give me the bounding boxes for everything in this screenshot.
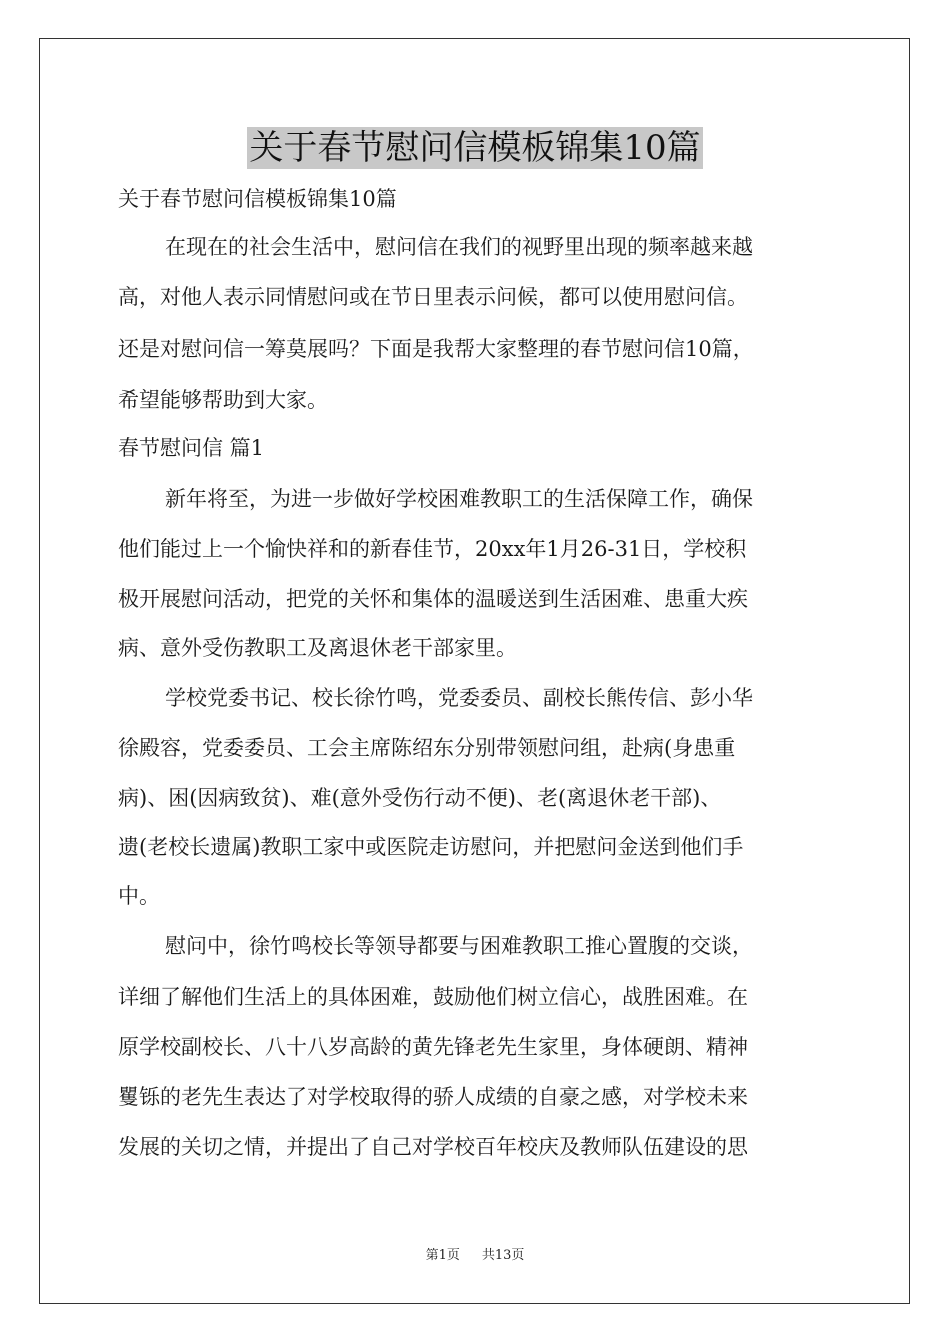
body-line: 希望能够帮助到大家。 [118, 388, 328, 412]
body-line: 慰问中，徐竹鸣校长等领导都要与困难教职工推心置腹的交谈， [165, 934, 753, 958]
body-line: 原学校副校长、八十八岁高龄的黄先锋老先生家里，身体硬朗、精神 [118, 1035, 748, 1059]
body-line: 高，对他人表示同情慰问或在节日里表示问候，都可以使用慰问信。 [118, 285, 748, 309]
body-line: 详细了解他们生活上的具体困难，鼓励他们树立信心，战胜困难。在 [118, 985, 748, 1009]
body-line: 学校党委书记、校长徐竹鸣，党委委员、副校长熊传信、彭小华 [165, 686, 753, 710]
body-line: 徐殿容，党委委员、工会主席陈绍东分别带领慰问组，赴病(身患重 [118, 736, 736, 760]
body-line: 发展的关切之情，并提出了自己对学校百年校庆及教师队伍建设的思 [118, 1135, 748, 1159]
page-number: 第1页 [425, 1248, 460, 1263]
body-line: 病、意外受伤教职工及离退休老干部家里。 [118, 636, 517, 660]
subtitle-line: 关于春节慰问信模板锦集10篇 [118, 187, 397, 211]
title-container [0, 127, 950, 169]
page-footer [0, 1248, 950, 1264]
body-line: 他们能过上一个愉快祥和的新春佳节，20xx年1月26-31日，学校积 [118, 537, 747, 561]
page-total: 共13页 [481, 1248, 525, 1263]
body-line: 矍铄的老先生表达了对学校取得的骄人成绩的自豪之感，对学校未来 [118, 1085, 748, 1109]
section-heading: 春节慰问信 篇1 [118, 436, 265, 460]
body-line: 新年将至，为进一步做好学校困难教职工的生活保障工作，确保 [165, 487, 753, 511]
body-line: 病)、困(因病致贫)、难(意外受伤行动不便)、老(离退休老干部)、 [118, 786, 722, 810]
body-line: 遗(老校长遗属)教职工家中或医院走访慰问，并把慰问金送到他们手 [118, 835, 744, 859]
body-line: 在现在的社会生活中，慰问信在我们的视野里出现的频率越来越 [165, 235, 753, 259]
body-line: 中。 [118, 884, 160, 908]
document-title: 关于春节慰问信模板锦集10篇 [249, 128, 701, 168]
body-line: 还是对慰问信一筹莫展吗？下面是我帮大家整理的春节慰问信10篇， [118, 337, 754, 361]
page-border [39, 38, 910, 1304]
body-line: 极开展慰问活动，把党的关怀和集体的温暖送到生活困难、患重大疾 [118, 587, 748, 611]
